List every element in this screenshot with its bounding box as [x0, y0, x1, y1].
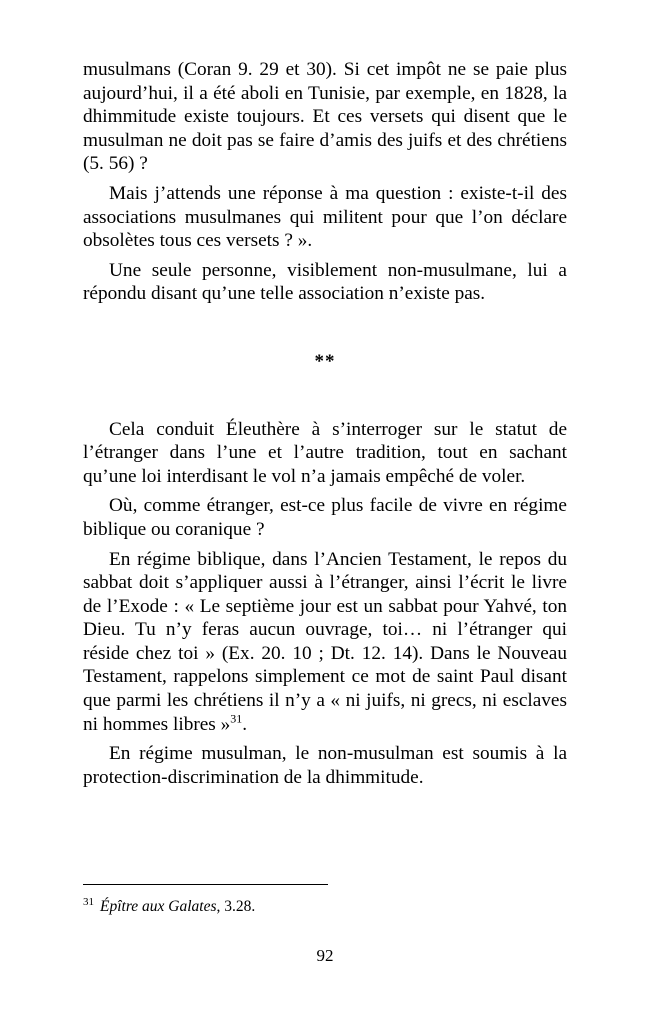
- paragraph-4: Cela conduit Éleuthère à s’interroger sur le statut de l’étranger dans l’une et l’autre tradition, tout en sachant qu’une loi interdisant le vol n’a jamais empêché de voler.: [83, 418, 567, 487]
- paragraph-3: Une seule personne, visiblement non-musulmane, lui a répondu disant qu’une telle association n’existe pas.: [83, 259, 567, 305]
- footnote-title: Épître aux Galates: [100, 898, 217, 915]
- footnote-number: 31: [83, 895, 94, 908]
- paragraph-6-text: En régime biblique, dans l’Ancien Testament, le repos du sabbat doit s’appliquer aussi à l’étranger, ainsi l’écrit le livre de l’Exode : « Le septième jour est un sabbat pour Yahvé, ton Dieu. Tu n’y feras aucun ouvrage, toi… ni l’étranger qui réside chez toi » (Ex. 20. 10 ; Dt. 12. 14). Dans le Nouveau Testament, rappelons simplement ce mot de saint Paul disant que parmi les chrétiens il n’y a « ni juifs, ni grecs, ni esclaves ni hommes libres »: [83, 548, 567, 735]
- paragraph-6-end: .: [242, 713, 248, 735]
- page-number: 92: [316, 946, 334, 965]
- footnote-reference[interactable]: 31: [230, 711, 243, 726]
- footnote-rule: [83, 884, 328, 885]
- paragraph-2: Mais j’attends une réponse à ma question : existe-t-il des associations musulmanes qui militent pour que l’on déclare obsolètes tous ces versets ? ».: [83, 182, 567, 252]
- footnote: [83, 897, 567, 917]
- footnote-reference-text: , 3.28.: [216, 898, 256, 915]
- paragraph-5: Où, comme étranger, est-ce plus facile de vivre en régime biblique ou coranique ?: [83, 495, 567, 540]
- paragraph-6: [83, 548, 567, 737]
- section-separator: **: [314, 350, 336, 372]
- page-body: [83, 58, 567, 795]
- paragraph-1: musulmans (Coran 9. 29 et 30). Si cet impôt ne se paie plus aujourd’hui, il a été aboli en Tunisie, par exemple, en 1828, la dhimmitude existe toujours. Et ces versets qui disent que le musulman ne doit pas se faire d’amis des juifs et des chrétiens (5. 56) ?: [83, 59, 567, 175]
- paragraph-7: En régime musulman, le non-musulman est soumis à la protection-discrimination de la dhimmitude.: [83, 743, 567, 788]
